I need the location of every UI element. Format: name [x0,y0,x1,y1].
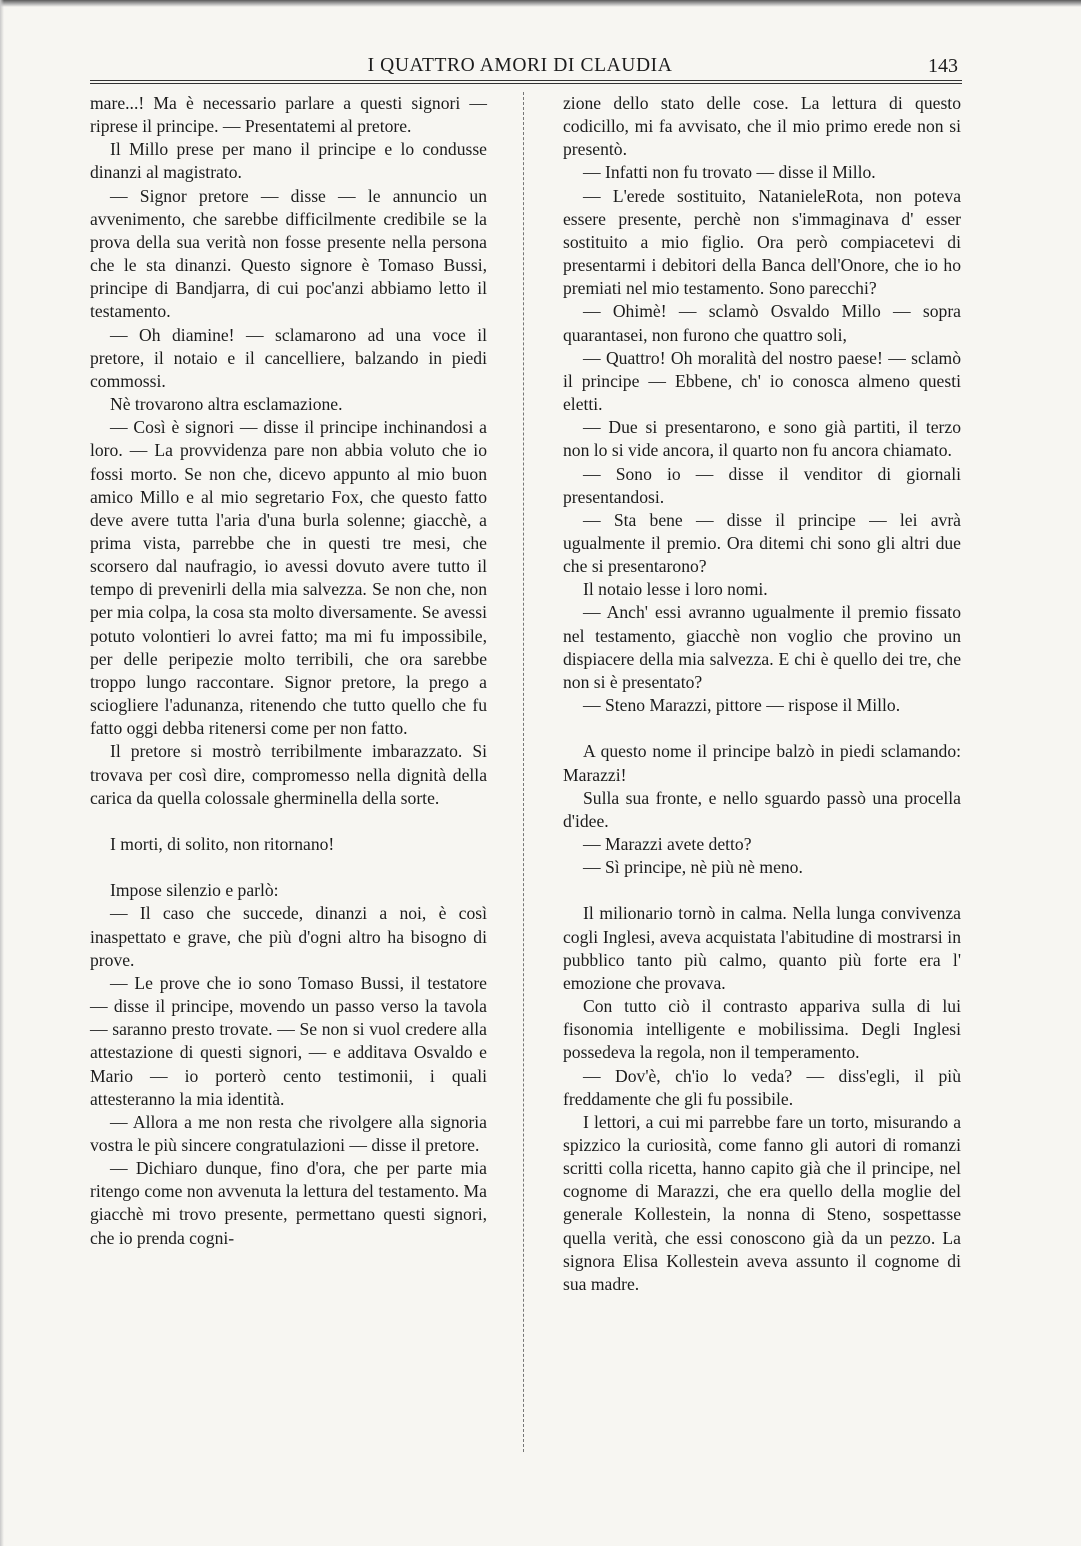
left-column-paragraph: — Dichiaro dunque, fino d'ora, che per parte mia ritengo come non avvenuta la lettura del testamento. Ma giacchè mi trovo presente, permettano questi signori, che io prenda cogni- [90,1158,487,1248]
right-column-paragraph: I lettori, a cui mi parrebbe fare un torto, misurando a spizzico la curiosità, come fanno gli autori di romanzi scritti colla ricetta, hanno capito già che il principe, nel cognome di Marazzi, che era quello della moglie del generale Kollestein, la nonna di Steno, sospettasse quella verità, che essi conoscono già da un pezzo. La signora Elisa Kollestein aveva assunto il cognome di sua madre. [563,1111,961,1294]
right-column-paragraph: — Quattro! Oh moralità del nostro paese! — sclamò il principe — Ebbene, ch' io conosca almeno questi eletti. [563,347,961,415]
left-column-paragraph: Impose silenzio e parlò: [110,880,279,901]
right-column-paragraph: Con tutto ciò il contrasto appariva sulla di lui fisonomia intelligente e mobilissima. Degli Inglesi possedeva la regola, non il temperamento. [563,996,961,1063]
right-column-paragraph: — Anch' essi avranno ugualmente il premio fissato nel testamento, giacchè non voglio che provino un dispiacere della mia salvezza. E chi è quello dei tre, che non si è presentato? [563,602,961,692]
left-column-paragraph: Il Millo prese per mano il principe e lo condusse dinanzi al magistrato. [90,139,487,183]
page-left-edge [0,0,4,1546]
right-column-paragraph: — Sono io — disse il venditor di giornali presentandosi. [563,463,961,507]
left-column-paragraph: — Le prove che io sono Tomaso Bussi, il testatore — disse il principe, movendo un passo verso la tavola — saranno presto trovate. — Se non si vuol credere alla attestazione di questi signori, — e additava Osvaldo e Mario — io porterò cento testimonii, i quali attesteranno la mia identità. [90,972,487,1109]
left-column-paragraph: Nè trovarono altra esclamazione. [110,394,343,415]
right-column-paragraph: — Ohimè! — sclamò Osvaldo Millo — sopra quarantasei, non furono che quattro soli, [563,301,961,345]
left-column-paragraph: I morti, di solito, non ritornano! [110,833,335,854]
left-column-paragraph: Il pretore si mostrò terribilmente imbarazzato. Si trovava per così dire, compromesso nella dignità della carica da quella colossale gherminella della sorte. [90,741,487,808]
column-divider [523,92,524,1452]
right-column-paragraph: — Marazzi avete detto? [583,833,752,854]
right-column-paragraph: — Sta bene — disse il principe — lei avrà ugualmente il premio. Ora ditemi chi sono gli altri due che si presentarono? [563,509,961,577]
page-number: 143 [928,55,958,77]
right-column-paragraph: — Dov'è, ch'io lo veda? — diss'egli, il più freddamente che gli fu possibile. [563,1065,961,1109]
page-top-edge [0,0,1081,7]
right-text-column [563,92,961,1296]
right-column-paragraph: Il notaio lesse i loro nomi. [583,579,768,600]
left-column-paragraph: — Oh diamine! — sclamarono ad una voce il pretore, il notaio e il cancelliere, balzando in piedi commossi. [90,324,487,391]
running-title: I QUATTRO AMORI DI CLAUDIA [367,55,673,76]
right-column-paragraph: — Sì principe, nè più nè meno. [583,857,803,878]
left-column-paragraph: — Signor pretore — disse — le annuncio un avvenimento, che sarebbe difficilmente credibile se la prova della sua verità non fosse presente nella persona che le sta dinanzi. Questo signore è Tomaso Bussi, principe di Bandjarra, di cui poc'anzi abbiamo letto il testamento. [90,185,487,322]
left-text-column [90,92,487,1250]
right-column-paragraph: — Infatti non fu trovato — disse il Millo. [583,162,876,183]
right-column-paragraph: — Due si presentarono, e sono già partiti, il terzo non lo si vide ancora, il quarto non fu ancora chiamato. [563,417,961,461]
right-column-paragraph: Sulla sua fronte, e nello sguardo passò una procella d'idee. [563,787,961,831]
right-column-paragraph: zione dello stato delle cose. La lettura di questo codicillo, mi fa avvisato, che il mio primo erede non si presentò. [563,93,961,160]
right-column-paragraph: Il milionario tornò in calma. Nella lunga convivenza cogli Inglesi, aveva acquistata l'abitudine di mostrarsi in pubblico tanto più calmo, quanto più forte era l' emozione che provava. [563,903,961,993]
left-column-paragraph: mare...! Ma è necessario parlare a questi signori — riprese il principe. — Presentatemi al pretore. [90,93,487,137]
left-column-paragraph: — Così è signori — disse il principe inchinandosi a loro. — La provvidenza pare non abbia voluto che io fossi morto. Se non che, dicevo appunto al mio buon amico Millo e al mio segretario Fox, che questo fatto deve avere tutta l'aria d'una burla solenne; giacchè, a prima vista, parrebbe che in questi tre mesi, che scorsero dal naufragio, io avessi dovuto avere tutto il tempo di prevenirli della mia salvezza. Se non che, non per mia colpa, la cosa sta molto diversamente. Se avessi potuto volontieri lo avrei fatto; ma mi fu impossibile, per delle peripezie molto terribili, che ora sarebbe troppo lungo raccontare. Signor pretore, la prego a sciogliere l'adunanza, ritenendo che tutto quello che fu fatto oggi debba ritenersi come per non fatto. [90,417,487,739]
left-column-paragraph: — Il caso che succede, dinanzi a noi, è così inaspettato e grave, che più d'ogni altro ha bisogno di prove. [90,903,487,970]
right-column-paragraph: — Steno Marazzi, pittore — rispose il Millo. [583,695,901,716]
header-rule [90,80,962,84]
right-column-paragraph: — L'erede sostituito, NatanieleRota, non poteva essere presente, perchè non s'immaginava d' esser sostituito a mio figlio. Ora però compiacetevi di presentarmi i debitori della Banca dell'Onore, che io ho premiati nel mio testamento. Sono parecchi? [563,185,961,299]
left-column-paragraph: — Allora a me non resta che rivolgere alla signoria vostra le più sincere congratulazioni — disse il pretore. [90,1111,487,1155]
right-column-paragraph: A questo nome il principe balzò in piedi sclamando: Marazzi! [563,741,961,785]
